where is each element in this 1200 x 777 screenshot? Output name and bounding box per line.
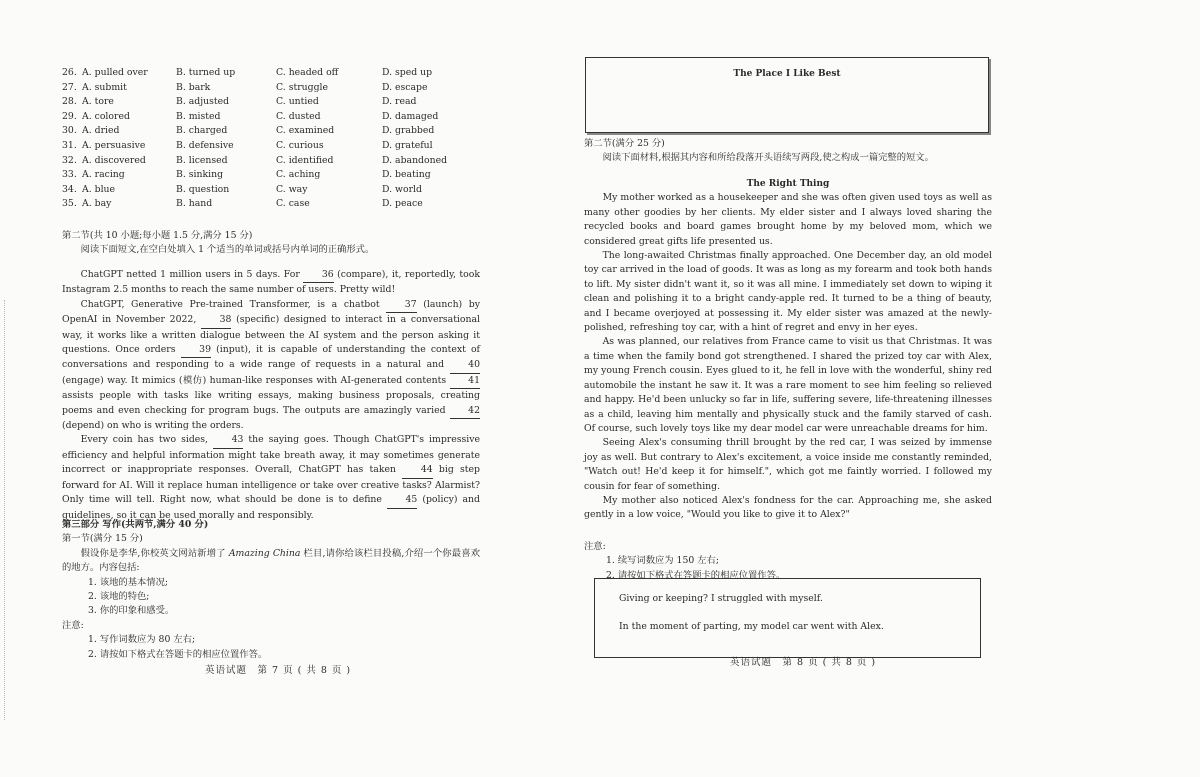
starter-sentence-2: In the moment of parting, my model car went with Alex. xyxy=(619,621,884,632)
grammar-passage xyxy=(62,268,480,523)
writing-title-box xyxy=(585,57,989,133)
note-1: 1. 写作词数应为 80 左右; xyxy=(88,634,196,646)
story-paragraph: Seeing Alex's consuming thrill brought by the red car, I was seized by immense joy as well. But contrary to Alex's excitement, a voice inside me constantly reminded, "Watch out! He'd keep it for himself.", which got me faintly worried. I followed my cousin for fear of something. xyxy=(584,437,992,492)
question-number: 33. xyxy=(62,169,77,181)
option-a: A. discovered xyxy=(82,154,146,166)
blank-42[interactable]: 42 xyxy=(450,404,480,419)
option-a: A. tore xyxy=(82,96,114,108)
note-right-1: 1. 续写词数应为 150 左右; xyxy=(606,555,719,567)
question-number: 29. xyxy=(62,110,77,122)
option-row xyxy=(62,139,482,154)
option-d: D. grabbed xyxy=(382,125,435,137)
option-b: B. misted xyxy=(176,110,221,122)
writing-item-1: 1. 该地的基本情况; xyxy=(88,576,169,588)
blank-37[interactable]: 37 xyxy=(386,298,416,313)
blank-43[interactable]: 43 xyxy=(213,433,243,448)
option-d: D. beating xyxy=(382,169,431,181)
option-a: A. bay xyxy=(82,198,112,210)
option-b: B. sinking xyxy=(176,169,224,181)
note-label-right: 注意: xyxy=(584,541,606,552)
story-title: The Right Thing xyxy=(746,179,830,189)
blank-44[interactable]: 44 xyxy=(402,463,432,478)
page-footer-right: 英语试题 第 8 页 ( 共 8 页 ) xyxy=(730,657,877,668)
story-paragraphs xyxy=(584,191,992,522)
blank-41[interactable]: 41 xyxy=(450,374,480,389)
note-label: 注意: xyxy=(62,619,84,631)
option-d: D. sped up xyxy=(382,67,433,78)
option-d: D. damaged xyxy=(382,110,439,122)
option-row xyxy=(62,95,482,110)
option-b: B. turned up xyxy=(176,67,236,78)
part3-heading: 第三部分 写作(共两节,满分 40 分) xyxy=(62,519,209,530)
question-number: 26. xyxy=(62,67,77,78)
option-d: D. world xyxy=(382,183,422,195)
grammar-para-3: Every coin has two sides, 43 the saying goes. Though ChatGPT's impressive efficiency and helpful information might take breath away, it may sometimes generate incorrect or inappropriate responses. Overall, ChatGPT has taken 44 big step forward for AI. Will it replace human intelligence or take over creative tasks? Alarmist? Only time will tell. Right now, what should be done is to define 45 (policy) and guidelines, so it can be used morally and responsibly. xyxy=(62,434,480,521)
option-a: A. dried xyxy=(82,125,120,137)
grammar-para-2: ChatGPT, Generative Pre-trained Transformer, is a chatbot 37 (launch) by OpenAI in November 2022, 38 (specific) designed to interact in a conversational way, it works like a written dialogue between the AI system and the person asking it questions. Once orders 39 (input), it is capable of understanding the context of conversations and responding to a wide range of requests in a natural and 40 (engage) way. It mimics (模仿) human-like responses with AI-generated contents 41 assists people with tasks like writing essays, making business proposals, creating poems and even checking for program bugs. The outputs are amazingly varied 42 (depend) on who is writing the orders. xyxy=(62,298,481,432)
option-c: C. headed off xyxy=(276,67,339,78)
option-a: A. submit xyxy=(82,81,127,93)
section2-instruction: 阅读下面短文,在空白处填入 1 个适当的单词或括号内单词的正确形式。 xyxy=(80,244,375,256)
story-paragraph: The long-awaited Christmas finally approached. One December day, an old model toy car arrived in the load of goods. It was as long as my forearm and took both hands to lift. My sister didn't want it, so it was all mine. I immediately set down to wiping it clean and polishing it to a bright candy-apple red. It turned to be a thing of beauty, and I became overjoyed at possessing it. My elder sister was amazed at the newly-polished, refreshing toy car, with a hint of regret and envy in her eyes. xyxy=(584,250,992,334)
page-footer: 英语试题 第 7 页 ( 共 8 页 ) xyxy=(205,665,352,676)
option-b: B. question xyxy=(176,183,230,195)
writing-item-3: 3. 你的印象和感受。 xyxy=(88,605,175,617)
option-c: C. way xyxy=(276,183,308,195)
option-c: C. case xyxy=(276,198,310,210)
continuation-notes xyxy=(584,540,992,583)
option-d: D. escape xyxy=(382,81,428,93)
option-c: C. aching xyxy=(276,169,321,181)
blank-45[interactable]: 45 xyxy=(387,493,417,508)
blank-36[interactable]: 36 xyxy=(303,268,333,283)
option-row xyxy=(62,110,482,125)
story xyxy=(584,177,992,523)
option-a: A. colored xyxy=(82,110,130,122)
cloze-options-table xyxy=(62,66,482,212)
question-number: 31. xyxy=(62,139,77,151)
blank-38[interactable]: 38 xyxy=(201,313,231,328)
question-number: 28. xyxy=(62,96,77,108)
question-number: 27. xyxy=(62,81,77,93)
option-b: B. charged xyxy=(176,125,228,137)
section1-heading: 第一节(满分 15 分) xyxy=(62,533,143,545)
question-number: 32. xyxy=(62,154,77,166)
answer-format-box xyxy=(594,578,981,658)
writing-prompt: 假设你是李华,你校英文网站新增了 Amazing China 栏目,请你给该栏目投稿,介绍一个你最喜欢的地方。内容包括: xyxy=(62,547,480,574)
option-d: D. abandoned xyxy=(382,154,448,166)
option-c: C. examined xyxy=(276,125,335,137)
option-c: C. untied xyxy=(276,96,319,108)
section2-heading-right: 第二节(满分 25 分) xyxy=(584,138,665,149)
option-c: C. dusted xyxy=(276,110,321,122)
option-a: A. racing xyxy=(82,169,125,181)
option-row xyxy=(62,168,482,183)
question-number: 34. xyxy=(62,183,77,195)
option-d: D. grateful xyxy=(382,139,433,151)
writing-item-2: 2. 该地的特色; xyxy=(88,591,150,603)
option-b: B. bark xyxy=(176,81,211,93)
option-c: C. identified xyxy=(276,154,334,166)
scan-edge xyxy=(4,300,6,720)
option-a: A. persuasive xyxy=(82,139,146,151)
page-7 xyxy=(60,0,480,777)
option-c: C. struggle xyxy=(276,81,329,93)
section2-header xyxy=(62,229,480,258)
option-b: B. licensed xyxy=(176,154,228,166)
option-row xyxy=(62,154,482,169)
option-c: C. curious xyxy=(276,139,324,151)
section2-instruction-right: 阅读下面材料,根据其内容和所给段落开头语续写两段,使之构成一篇完整的短文。 xyxy=(602,152,934,164)
section2-header-right xyxy=(584,137,992,166)
page-8 xyxy=(582,0,994,777)
option-a: A. blue xyxy=(82,183,116,195)
option-d: D. peace xyxy=(382,198,423,210)
option-b: B. hand xyxy=(176,198,213,210)
option-a: A. pulled over xyxy=(82,67,148,78)
option-d: D. read xyxy=(382,96,417,108)
option-row xyxy=(62,197,482,212)
note-right-2: 2. 请按如下格式在答题卡的相应位置作答。 xyxy=(606,569,786,581)
starter-sentence-1: Giving or keeping? I struggled with myself. xyxy=(619,593,823,604)
option-row xyxy=(62,66,482,81)
grammar-para-1: ChatGPT netted 1 million users in 5 days. For 36 (compare), it, reportedly, took Instagram 2.5 months to reach the same number of users. Pretty wild! xyxy=(62,269,480,296)
question-number: 30. xyxy=(62,125,77,137)
option-row xyxy=(62,183,482,198)
story-paragraph: My mother also noticed Alex's fondness for the car. Approaching me, she asked gently in a low voice, "Would you like to give it to Alex?" xyxy=(584,494,992,521)
story-paragraph: My mother worked as a housekeeper and she was often given used toys as well as many other goodies by her clients. My elder sister and I always loved sharing the recycled books and board games brought home by my beloved mom, which we considered great gifts life presented us. xyxy=(584,192,992,247)
blank-39[interactable]: 39 xyxy=(181,343,211,358)
option-b: B. adjusted xyxy=(176,96,230,108)
story-paragraph: As was planned, our relatives from France came to visit us that Christmas. It was a time when the family bond got strengthened. I shared the prized toy car with Alex, my young French cousin. Eyes glued to it, he fell in love with the wonderful, shiny red automobile the instant he saw it. It was a rare moment to see him feeling so relieved and happy. He'd been unlucky so far in life, suffering severe, life-threatening illnesses as a child, leaving him mentally and physically stuck and the family starved of cash. Of course, such lovely toys like my dear model car were unreachable dreams for him. xyxy=(584,336,992,434)
question-number: 35. xyxy=(62,198,77,210)
writing-section xyxy=(62,518,480,662)
box-title: The Place I Like Best xyxy=(733,69,841,79)
option-row xyxy=(62,124,482,139)
option-b: B. defensive xyxy=(176,139,234,151)
blank-40[interactable]: 40 xyxy=(450,358,480,373)
option-row xyxy=(62,81,482,96)
section2-heading: 第二节(共 10 小题;每小题 1.5 分,满分 15 分) xyxy=(62,230,253,241)
note-2: 2. 请按如下格式在答题卡的相应位置作答。 xyxy=(88,648,268,660)
